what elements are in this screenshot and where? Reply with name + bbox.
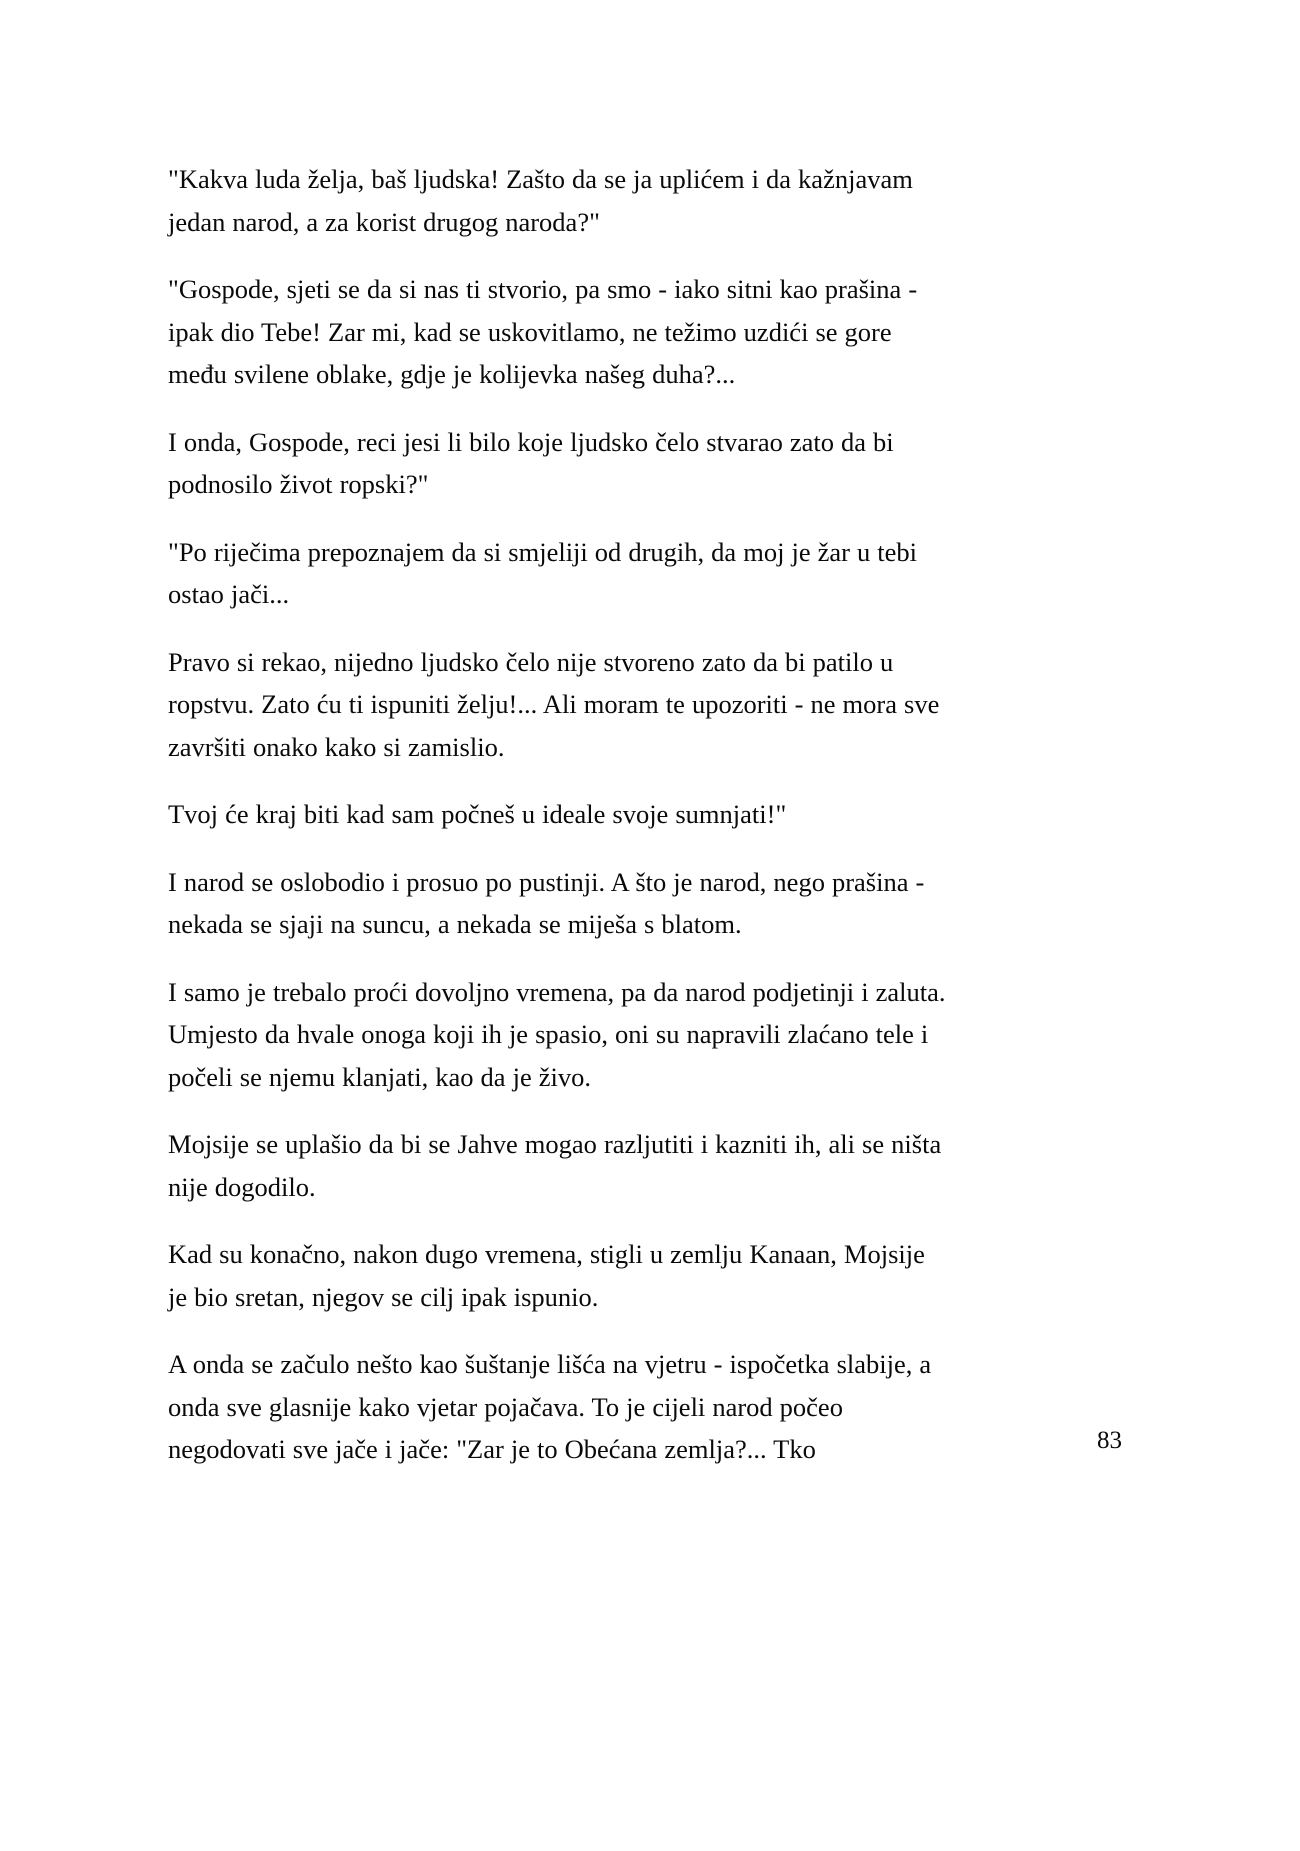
paragraph: I narod se oslobodio i prosuo po pustinji. A što je narod, nego prašina - nekada se sjaji na suncu, a nekada se miješa s blatom. [168, 866, 925, 939]
paragraph: "Gospode, sjeti se da si nas ti stvorio, pa smo - iako sitni kao prašina - ipak dio Tebe! Zar mi, kad se uskovitlamo, ne težimo uzdići se gore među svilene oblake, gdje je kolijevka našeg duha?... [168, 274, 918, 389]
page-number: 83 [1097, 1427, 1122, 1454]
paragraph: Mojsije se uplašio da bi se Jahve mogao razljutiti i kazniti ih, ali se ništa nije dogodilo. [168, 1129, 942, 1202]
paragraph: "Po riječima prepoznajem da si smjeliji od drugih, da moj je žar u tebi ostao jači... [168, 536, 917, 609]
paragraph: Kad su konačno, nakon dugo vremena, stigli u zemlju Kanaan, Mojsije je bio sretan, njegov se cilj ipak ispunio. [168, 1239, 925, 1312]
paragraph: I onda, Gospode, reci jesi li bilo koje ljudsko čelo stvarao zato da bi podnosilo život ropski?" [168, 426, 894, 499]
paragraph: A onda se začulo nešto kao šuštanje lišća na vjetru - ispočetka slabije, a onda sve glasnije kako vjetar pojačava. To je cijeli narod počeo negodovati sve jače i jače: "Zar je to Obećana zemlja?... Tko [168, 1349, 932, 1464]
body-text-column [168, 158, 946, 1471]
paragraph: I samo je trebalo proći dovoljno vremena, pa da narod podjetinji i zaluta. Umjesto da hvale onoga koji ih je spasio, oni su napravili zlaćano tele i počeli se njemu klanjati, kao da je živo. [168, 976, 946, 1092]
paragraph: "Kakva luda želja, baš ljudska! Zašto da se ja uplićem i da kažnjavam jedan narod, a za korist drugog naroda?" [168, 164, 913, 237]
paragraph: Tvoj će kraj biti kad sam počneš u ideale svoje sumnjati!" [168, 799, 787, 829]
paragraph: Pravo si rekao, nijedno ljudsko čelo nije stvoreno zato da bi patilo u ropstvu. Zato ću ti ispuniti želju!... Ali moram te upozoriti - ne mora sve završiti onako kako si zamislio. [168, 646, 940, 762]
